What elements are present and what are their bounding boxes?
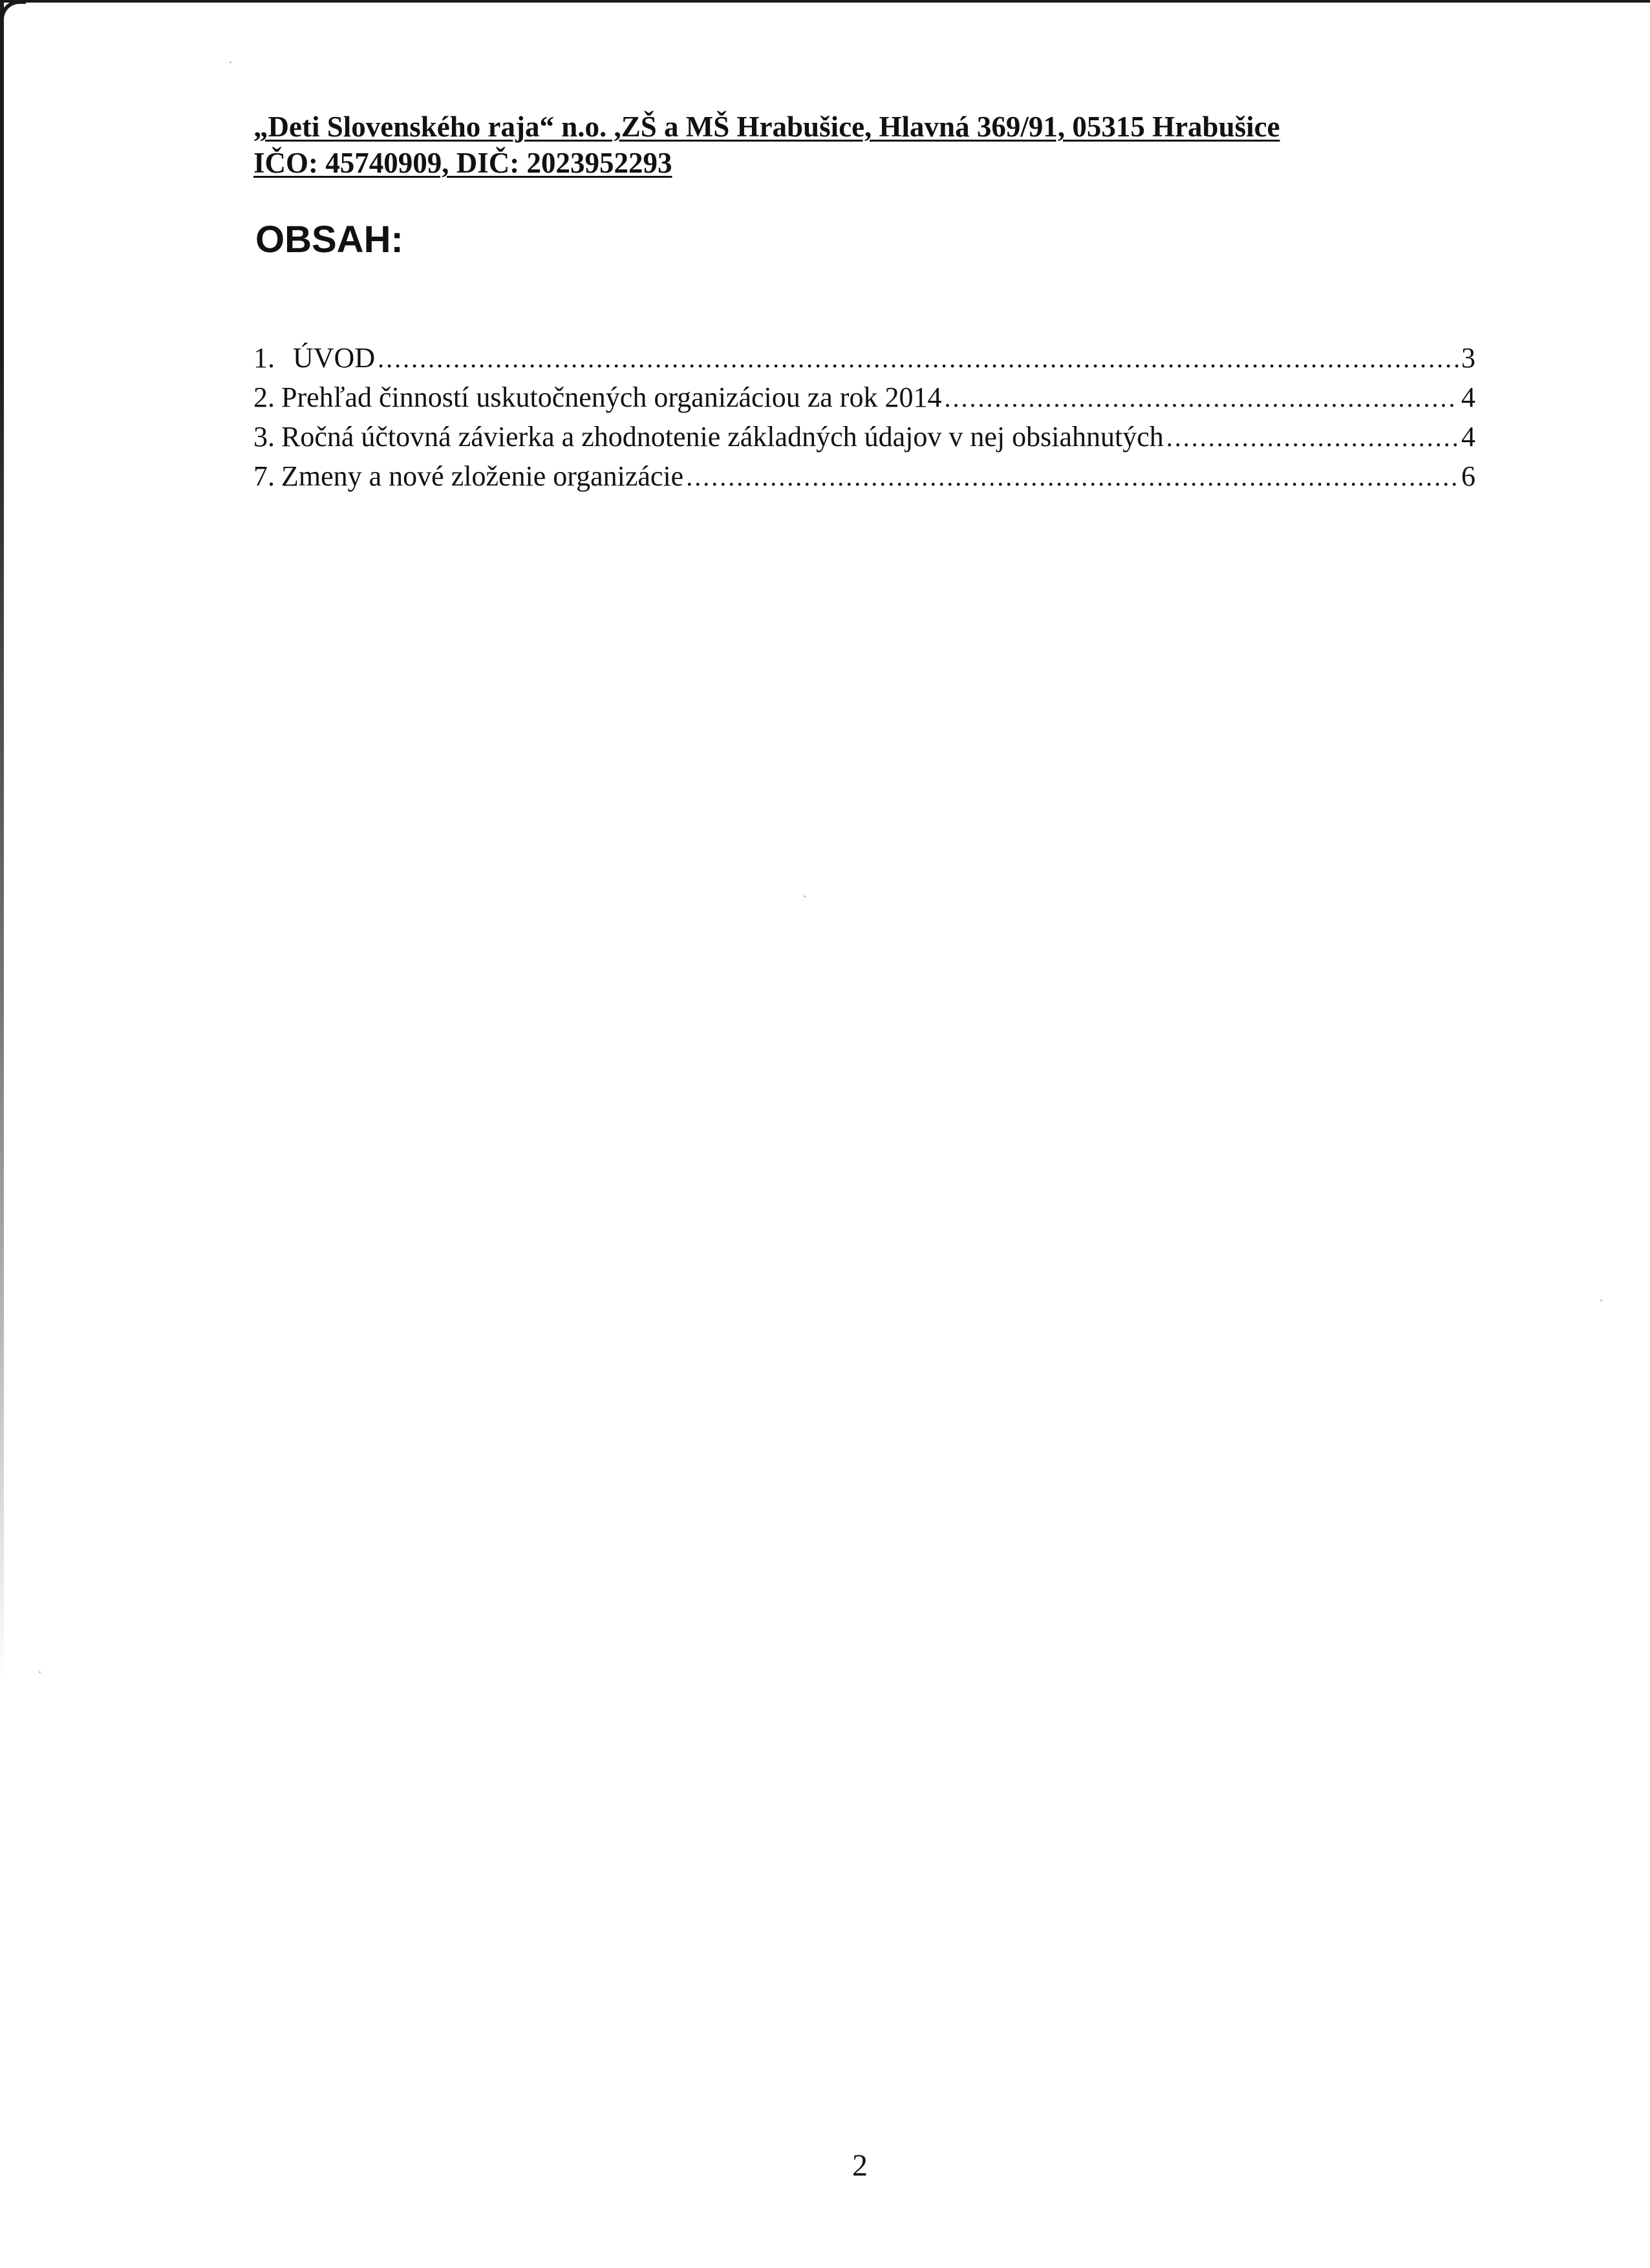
scan-speck [1600, 1300, 1602, 1301]
toc-entry-number: 2. [253, 381, 275, 413]
toc-entry-title: Prehľad činností uskutočnených organizáciou za rok 2014 [281, 381, 942, 413]
scan-corner [0, 0, 26, 26]
toc-entry [253, 457, 1475, 497]
toc-entry-number: 1. [253, 342, 275, 374]
toc-dot-leader [686, 457, 1459, 497]
toc-entry-page: 6 [1461, 460, 1475, 492]
toc-entry-number: 3. [253, 421, 275, 453]
table-of-contents [253, 339, 1475, 497]
toc-entry-title: Zmeny a nové zloženie organizácie [281, 460, 684, 492]
scan-speck [230, 61, 231, 63]
toc-entry-title: Ročná účtovná závierka a zhodnotenie základných údajov v nej obsiahnutých [281, 421, 1164, 453]
toc-entry-title: ÚVOD [293, 342, 376, 374]
toc-entry [253, 378, 1475, 418]
toc-entry [253, 339, 1475, 378]
scan-speck [804, 895, 806, 897]
toc-entry-page: 4 [1461, 381, 1475, 413]
document-header [253, 109, 1417, 181]
scan-edge-left [0, 0, 4, 1681]
toc-entry-page: 3 [1461, 342, 1475, 374]
toc-dot-leader [944, 378, 1459, 418]
scan-speck [39, 1671, 41, 1673]
header-ids-line: IČO: 45740909, DIČ: 2023952293 [253, 147, 672, 179]
contents-title: OBSAH: [255, 219, 403, 261]
scan-edge-top [0, 0, 1650, 3]
toc-dot-leader [1166, 418, 1459, 457]
header-organization-line: „Deti Slovenského raja“ n.o. ,ZŠ a MŠ Hrabušice, Hlavná 369/91, 05315 Hrabušice [253, 111, 1280, 143]
page-number: 2 [852, 2148, 868, 2183]
toc-entry [253, 418, 1475, 457]
toc-dot-leader [378, 339, 1459, 378]
toc-entry-number: 7. [253, 460, 275, 492]
toc-entry-page: 4 [1461, 421, 1475, 453]
